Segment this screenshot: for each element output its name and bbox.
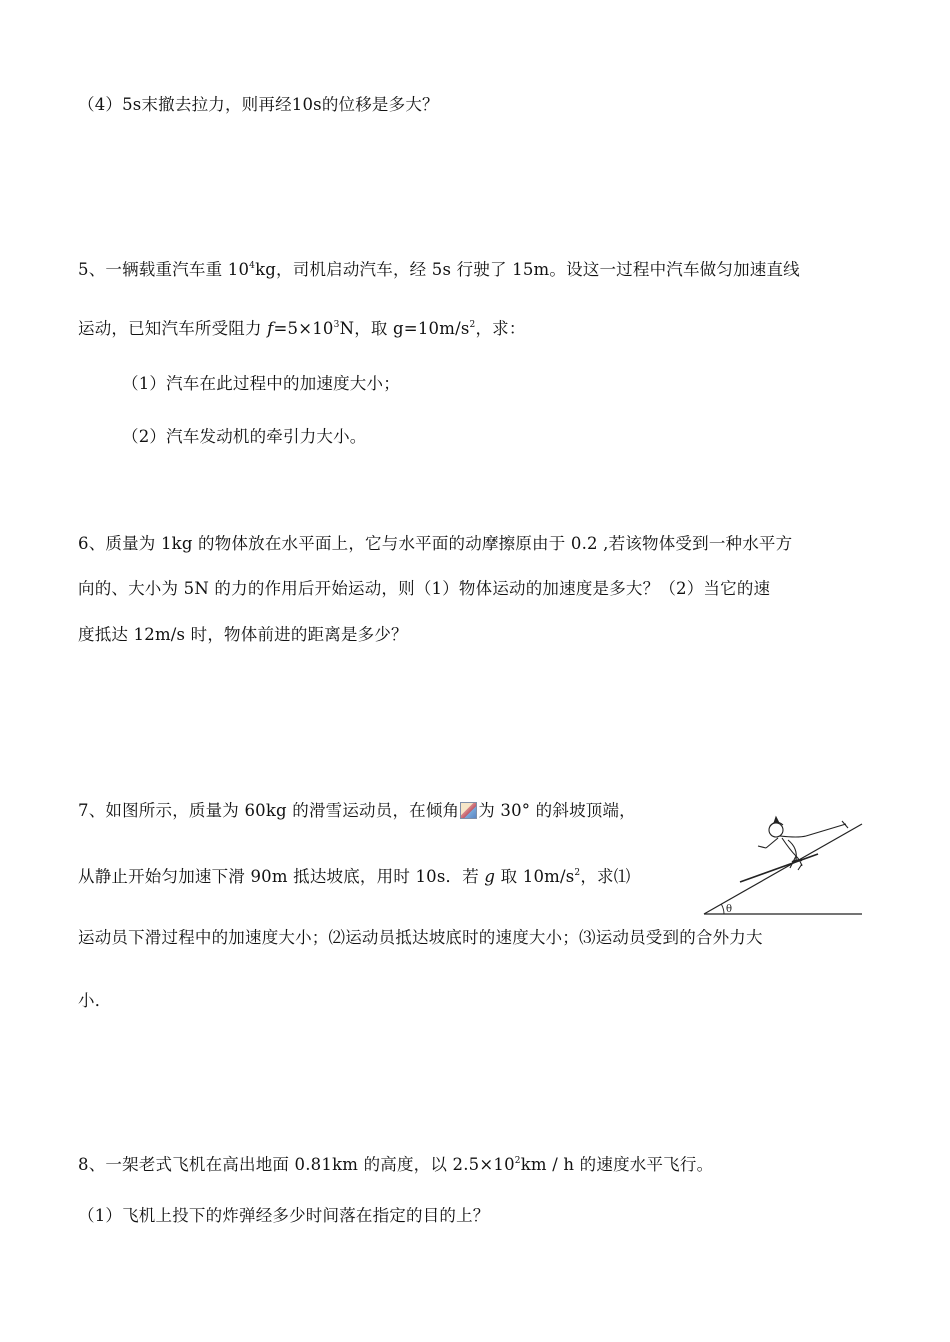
q4-sub4: （4）5s末撤去拉力，则再经10s的位移是多大？ [78, 95, 439, 114]
q7-line3: 运动员下滑过程中的加速度大小；⑵运动员抵达坡底时的速度大小；⑶运动员受到的合外力大 [78, 928, 763, 947]
q5-line1-text-a: 5、一辆载重汽车重 10 [78, 260, 250, 279]
slope-incline-line [704, 824, 862, 914]
q5-line2-text-c: N，取 g=10m/s [339, 319, 470, 338]
q5-line1 [78, 259, 800, 281]
q7-line1 [78, 800, 636, 822]
q5-line2 [78, 318, 526, 340]
skier-icon [740, 817, 848, 882]
q7-line2-text-b: 取 10m/s [495, 867, 575, 886]
q5-line2-superscript-1: 3 [333, 320, 340, 330]
q8-sub1: （1）飞机上投下的炸弹经多少时间落在指定的目的上？ [78, 1206, 490, 1225]
q8-line1-text-a: 8、一架老式飞机在高出地面 0.81km 的高度，以 2.5×10 [78, 1155, 515, 1174]
q5-line1-superscript: 4 [249, 261, 256, 271]
q6-line3: 度抵达 12m/s 时，物体前进的距离是多少？ [78, 625, 408, 644]
q7-line1-text-a: 7、如图所示，质量为 60kg 的滑雪运动员，在倾角 [78, 801, 460, 820]
theta-label: θ [726, 904, 733, 915]
q7-line4: 小． [78, 991, 112, 1010]
q8-line1-text-b: km / h 的速度水平飞行。 [520, 1155, 714, 1174]
q5-line1-text-b: kg，司机启动汽车，经 5s 行驶了 15m。设这一过程中汽车做匀加速直线 [255, 260, 800, 279]
q5-line2-superscript-2: 2 [469, 320, 476, 330]
skier-slope-figure [700, 812, 866, 920]
q8-line1 [78, 1154, 713, 1176]
q7-gravity-symbol: g [484, 867, 496, 886]
q5-line2-text-a: 运动，已知汽车所受阻力 [78, 319, 268, 338]
q7-line1-text-b: 为 30° 的斜坡顶端， [478, 801, 636, 820]
q5-line2-text-d: ，求： [475, 319, 526, 338]
q5-line2-text-b: =5×10 [273, 319, 334, 338]
q8-line1-superscript: 2 [514, 1156, 521, 1166]
q5-sub1: （1）汽车在此过程中的加速度大小； [122, 374, 400, 393]
q5-sub2: （2）汽车发动机的牵引力大小。 [122, 427, 367, 446]
q7-line2-text-c: ，求⑴ [580, 867, 631, 886]
q7-line2 [78, 866, 630, 888]
q6-line2: 向的、大小为 5N 的力的作用后开始运动，则（1）物体运动的加速度是多大？（2）当它的速 [78, 579, 771, 598]
angle-arc [722, 905, 725, 915]
q5-friction-symbol: f [267, 319, 274, 338]
broken-image-icon [460, 802, 477, 819]
q7-line2-text-a: 从静止开始匀加速下滑 90m 抵达坡底，用时 10s．若 [78, 867, 485, 886]
q6-line1: 6、质量为 1kg 的物体放在水平面上，它与水平面的动摩擦原由于 0.2 ,若该物体受到一种水平方 [78, 534, 793, 553]
q7-line2-superscript: 2 [574, 868, 581, 878]
